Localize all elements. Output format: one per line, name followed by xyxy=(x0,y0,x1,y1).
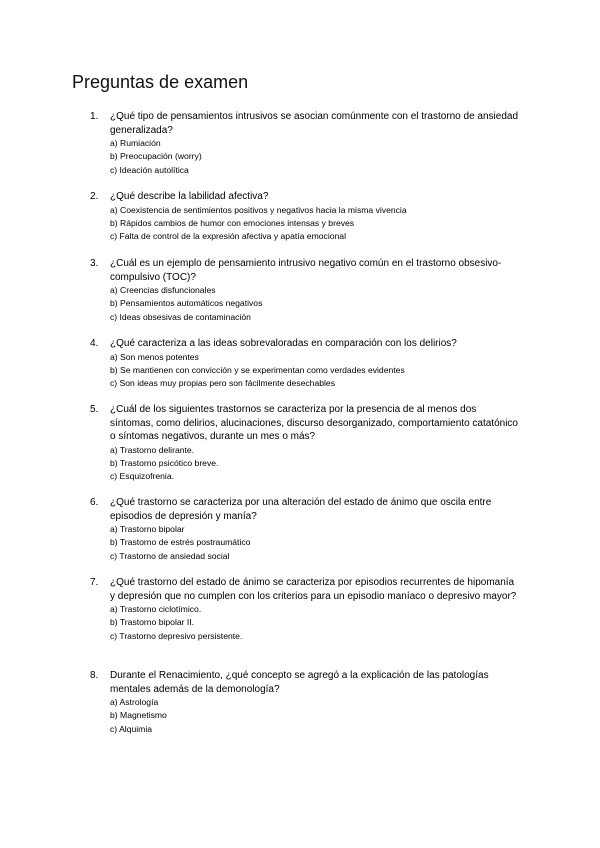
question-item xyxy=(90,257,530,324)
question-item xyxy=(90,496,530,563)
question-text: ¿Cuál de los siguientes trastornos se caracteriza por la presencia de al menos dos síntomas, como delirios, alucinaciones, discurso desorganizado, comportamiento catatónico o síntomas negativos, durante un mes o más? xyxy=(110,404,518,442)
option-item: c) Esquizofrenia. xyxy=(110,471,175,482)
question-item xyxy=(90,337,530,390)
option-item: b) Trastorno psicótico breve. xyxy=(110,457,219,468)
question-number: 6. xyxy=(90,497,99,508)
question-number: 2. xyxy=(90,191,99,202)
question-text: ¿Qué caracteriza a las ideas sobrevaloradas en comparación con los delirios? xyxy=(110,338,457,349)
option-item: a) Trastorno delirante. xyxy=(110,444,195,455)
option-item: a) Creencias disfuncionales xyxy=(110,285,216,295)
option-item: b) Trastorno bipolar II. xyxy=(110,617,195,628)
option-item: c) Ideas obsesivas de contaminación xyxy=(110,311,251,322)
question-text: ¿Qué describe la labilidad afectiva? xyxy=(110,191,269,202)
option-list xyxy=(110,444,530,484)
page-title: Preguntas de examen xyxy=(72,72,249,92)
option-list xyxy=(110,696,530,736)
question-text: ¿Qué trastorno del estado de ánimo se caracteriza por episodios recurrentes de hipomanía y depresión que no cumplen con los criterios para un episodio maníaco o depresivo mayor? xyxy=(110,577,517,602)
question-text: ¿Qué trastorno se caracteriza por una alteración del estado de ánimo que oscila entre episodios de depresión y manía? xyxy=(110,497,492,522)
question-item xyxy=(90,110,530,177)
option-list xyxy=(110,137,530,177)
question-item xyxy=(90,190,530,243)
option-item: c) Son ideas muy propias pero son fácilmente desechables xyxy=(110,378,335,389)
question-text: ¿Qué tipo de pensamientos intrusivos se asocian comúnmente con el trastorno de ansiedad generalizada? xyxy=(110,111,519,136)
option-item: a) Son menos potentes xyxy=(110,351,199,362)
option-item: c) Trastorno de ansiedad social xyxy=(110,550,230,561)
question-item xyxy=(90,669,530,736)
option-list xyxy=(110,523,530,563)
option-item: c) Trastorno depresivo persistente. xyxy=(110,630,243,641)
question-number: 5. xyxy=(90,404,99,415)
option-item: c) Ideación autolítica xyxy=(110,164,189,175)
question-text: ¿Cuál es un ejemplo de pensamiento intrusivo negativo común en el trastorno obsesivo-compulsivo (TOC)? xyxy=(110,258,502,283)
option-item: a) Coexistencia de sentimientos positivos y negativos hacia la misma vivencia xyxy=(110,204,407,215)
option-item: b) Preocupación (worry) xyxy=(110,151,202,162)
question-number: 4. xyxy=(90,338,99,349)
option-item: c) Falta de control de la expresión afectiva y apatía emocional xyxy=(110,231,346,242)
option-item: b) Rápidos cambios de humor con emociones intensas y breves xyxy=(110,217,355,228)
option-item: a) Rumiación xyxy=(110,138,161,148)
option-item: b) Se mantienen con convicción y se experimentan como verdades evidentes xyxy=(110,364,405,375)
question-text: Durante el Renacimiento, ¿qué concepto se agregó a la explicación de las patologías mentales además de la demonología? xyxy=(110,670,489,695)
option-item: b) Magnetismo xyxy=(110,710,167,721)
option-list xyxy=(110,284,530,324)
option-list xyxy=(110,204,530,244)
question-number: 8. xyxy=(90,670,99,681)
option-item: a) Astrología xyxy=(110,697,159,707)
question-item xyxy=(90,576,530,643)
option-item: c) Alquimia xyxy=(110,723,153,734)
option-list xyxy=(110,351,530,391)
option-item: b) Pensamientos automáticos negativos xyxy=(110,298,263,309)
question-number: 7. xyxy=(90,577,99,588)
option-item: a) Trastorno bipolar xyxy=(110,524,185,534)
question-item xyxy=(90,403,530,483)
option-item: b) Trastorno de estrés postraumático xyxy=(110,537,251,548)
option-item: a) Trastorno ciclotímico. xyxy=(110,604,202,614)
question-number: 1. xyxy=(90,111,99,122)
question-number: 3. xyxy=(90,258,99,269)
option-list xyxy=(110,603,530,643)
